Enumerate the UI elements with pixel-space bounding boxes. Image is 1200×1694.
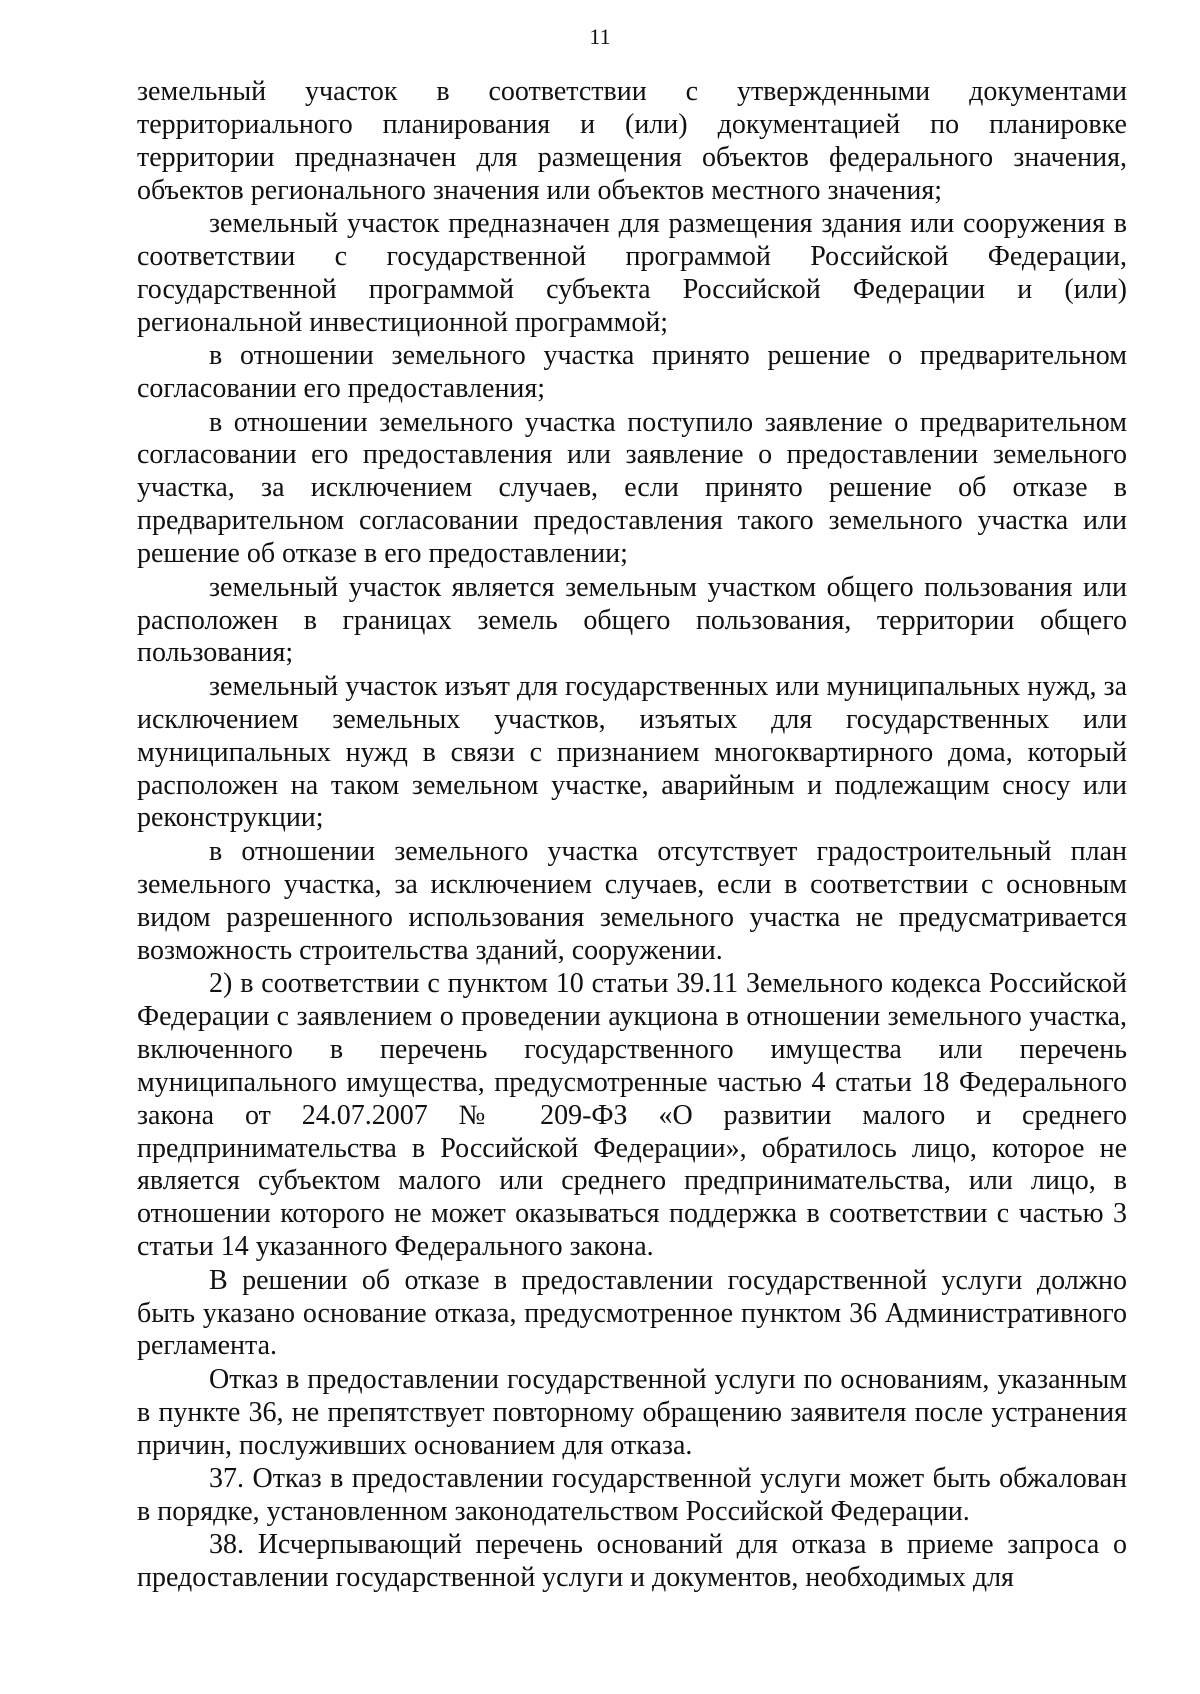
paragraph-12: 38. Исчерпывающий перечень оснований для отказа в приеме запроса о предоставлении государственной услуги и документов, необходимых для xyxy=(137,1529,1127,1594)
paragraph-9: В решении об отказе в предоставлении государственной услуги должно быть указано основание отказа, предусмотренное пунктом 36 Административного регламента. xyxy=(137,1264,1127,1362)
page-number: 11 xyxy=(589,24,611,49)
paragraph-7: в отношении земельного участка отсутствует градостроительный план земельного участка, за исключением случаев, если в соответствии с основным видом разрешенного использования земельного участка не предусматривается возможность строительства зданий, сооружении. xyxy=(137,835,1127,966)
paragraph-6: земельный участок изъят для государственных или муниципальных нужд, за исключением земельных участков, изъятых для государственных или муниципальных нужд в связи с признанием многоквартирного дома, который расположен на таком земельном участке, аварийным и подлежащим сносу или реконструкции; xyxy=(137,670,1127,834)
paragraph-8: 2) в соответствии с пунктом 10 статьи 39.11 Земельного кодекса Российской Федерации с заявлением о проведении аукциона в отношении земельного участка, включенного в перечень государственного имущества или перечень муниципального имущества, предусмотренные частью 4 статьи 18 Федерального закона от 24.07.2007 № 209-ФЗ «О развитии малого и среднего предпринимательства в Российской Федерации», обратилось лицо, которое не является субъектом малого или среднего предпринимательства, или лицо, в отношении которого не может оказываться поддержка в соответствии с частью 3 статьи 14 указанного Федерального закона. xyxy=(137,967,1127,1263)
paragraph-4: в отношении земельного участка поступило заявление о предварительном согласовании его предоставления или заявление о предоставлении земельного участка, за исключением случаев, если принято решение об отказе в предварительном согласовании предоставления такого земельного участка или решение об отказе в его предоставлении; xyxy=(137,406,1127,570)
paragraph-3: в отношении земельного участка принято решение о предварительном согласовании его предоставления; xyxy=(137,340,1127,405)
paragraph-1: земельный участок в соответствии с утвержденными документами территориального планирования и (или) документацией по планировке территории предназначен для размещения объектов федерального значения, объектов регионального значения или объектов местного значения; xyxy=(137,76,1127,206)
paragraph-2: земельный участок предназначен для размещения здания или сооружения в соответствии с государственной программой Российской Федерации, государственной программой субъекта Российской Федерации и (или) региональной инвестиционной программой; xyxy=(137,208,1127,338)
paragraph-5: земельный участок является земельным участком общего пользования или расположен в границах земель общего пользования, территории общего пользования; xyxy=(137,571,1127,669)
paragraph-11: 37. Отказ в предоставлении государственной услуги может быть обжалован в порядке, установленном законодательством Российской Федерации. xyxy=(137,1463,1127,1527)
document-body xyxy=(137,76,1127,1596)
paragraph-10: Отказ в предоставлении государственной услуги по основаниям, указанным в пункте 36, не препятствует повторному обращению заявителя после устранения причин, послуживших основанием для отказа. xyxy=(137,1363,1127,1461)
